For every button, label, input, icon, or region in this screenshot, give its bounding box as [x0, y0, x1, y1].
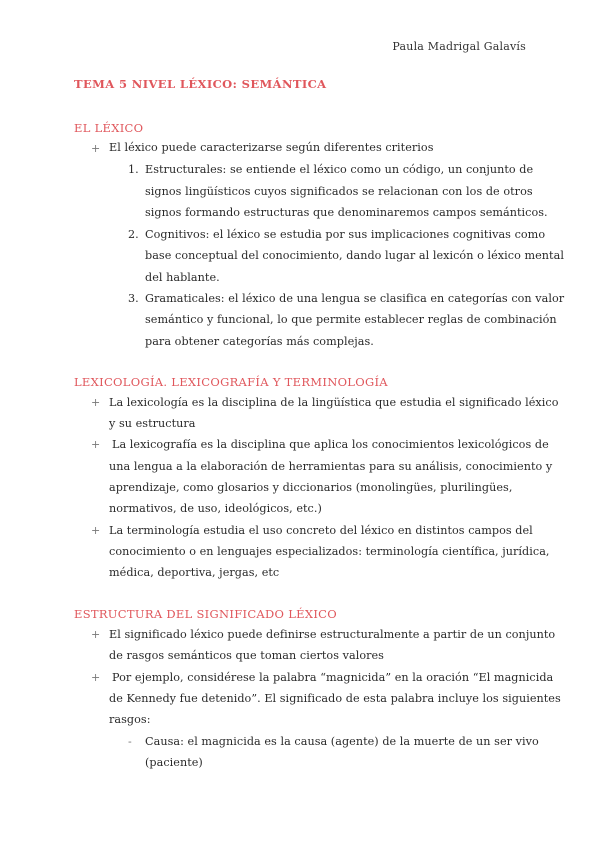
- bullet-marker: +: [91, 524, 101, 537]
- list-item-text: Gramaticales: el léxico de una lengua se clasifica en categorías con valor: [145, 292, 565, 305]
- list-item-text: de Kennedy fue detenido”. El significado de esta palabra incluye los siguientes: [109, 692, 561, 705]
- list-item-text: La lexicología es la disciplina de la lingüística que estudia el significado léxico: [109, 396, 559, 409]
- bullet-marker: +: [91, 438, 101, 451]
- list-item-text: una lengua a la elaboración de herramientas para su análisis, conocimiento y: [109, 460, 553, 473]
- list-item-text: normativos, de uso, ideológicos, etc.): [109, 502, 322, 515]
- list-item-text: y su estructura: [109, 417, 196, 430]
- dash-marker: -: [128, 735, 132, 748]
- list-item-text: Por ejemplo, considérese la palabra “magnicida” en la oración “El magnicida: [112, 671, 554, 684]
- list-item-text: aprendizaje, como glosarios y diccionarios (monolingües, plurilingües,: [109, 481, 513, 494]
- bullet-marker: +: [91, 396, 101, 409]
- list-item-text: conocimiento o en lenguajes especializados: terminología científica, jurídica,: [109, 545, 550, 558]
- list-item-text: (paciente): [145, 756, 203, 769]
- list-item-text: para obtener categorías más complejas.: [145, 335, 374, 348]
- list-item-text: Causa: el magnicida es la causa (agente) de la muerte de un ser vivo: [145, 735, 539, 748]
- list-item-text: signos lingüísticos cuyos significados se relacionan con los de otros: [145, 185, 533, 198]
- list-item-text: semántico y funcional, lo que permite establecer reglas de combinación: [145, 313, 557, 326]
- list-item-text: El significado léxico puede definirse estructuralmente a partir de un conjunto: [109, 628, 556, 641]
- list-item-text: La lexicografía es la disciplina que aplica los conocimientos lexicológicos de: [112, 438, 549, 451]
- list-item-text: Estructurales: se entiende el léxico como un código, un conjunto de: [145, 163, 534, 176]
- page-title: TEMA 5 NIVEL LÉXICO: SEMÁNTICA: [74, 77, 327, 91]
- bullet-marker: +: [91, 628, 101, 641]
- numbered-marker: 3.: [128, 292, 139, 305]
- bullet-marker: +: [91, 671, 101, 684]
- list-item-text: El léxico puede caracterizarse según diferentes criterios: [109, 141, 434, 154]
- numbered-marker: 2.: [128, 228, 139, 241]
- bullet-marker: +: [91, 142, 101, 155]
- list-item-text: La terminología estudia el uso concreto del léxico en distintos campos del: [109, 524, 533, 537]
- list-item-text: del hablante.: [145, 271, 220, 284]
- author-name: Paula Madrigal Galavís: [392, 40, 526, 53]
- numbered-marker: 1.: [128, 163, 139, 176]
- list-item-text: de rasgos semánticos que toman ciertos valores: [109, 649, 384, 662]
- list-item-text: rasgos:: [109, 713, 151, 726]
- list-item-text: base conceptual del conocimiento, dando lugar al lexicón o léxico mental: [145, 249, 564, 262]
- list-item-text: médica, deportiva, jergas, etc: [109, 566, 280, 579]
- list-item-text: Cognitivos: el léxico se estudia por sus implicaciones cognitivas como: [145, 228, 546, 241]
- list-item-text: signos formando estructuras que denominaremos campos semánticos.: [145, 206, 548, 219]
- section-heading-lexicologia: LEXICOLOGÍA. LEXICOGRAFÍA Y TERMINOLOGÍA: [74, 375, 388, 389]
- section-heading-lexico: EL LÉXICO: [74, 121, 144, 135]
- section-heading-estructura: ESTRUCTURA DEL SIGNIFICADO LÉXICO: [74, 607, 338, 621]
